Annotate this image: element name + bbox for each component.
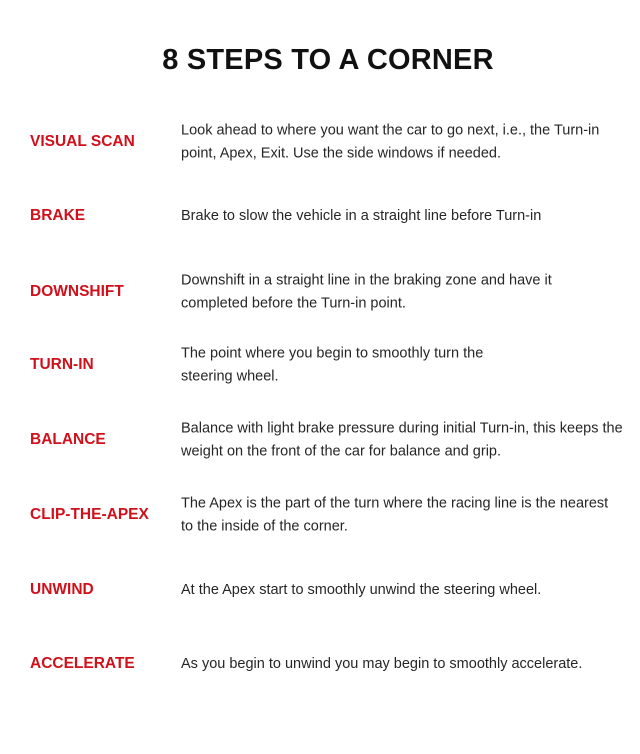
- step-name: UNWIND: [30, 581, 94, 598]
- step-name: DOWNSHIFT: [30, 283, 124, 300]
- step-name: VISUAL SCAN: [30, 133, 135, 150]
- step-clip-the-apex: [0, 485, 640, 545]
- step-brake: [0, 186, 640, 246]
- step-description: Balance with light brake pressure during initial Turn-in, this keeps the weight on the front of the car for balance and grip.: [181, 420, 623, 459]
- step-name: ACCELERATE: [30, 655, 135, 672]
- step-balance: [0, 410, 640, 470]
- step-unwind: [0, 560, 640, 620]
- step-description: At the Apex start to smoothly unwind the steering wheel.: [181, 581, 542, 598]
- step-description: Look ahead to where you want the car to go next, i.e., the Turn-in point, Apex, Exit. Use the side windows if needed.: [181, 122, 600, 161]
- page-title: 8 STEPS TO A CORNER: [162, 44, 494, 76]
- step-name: TURN-IN: [30, 356, 94, 373]
- step-name: CLIP-THE-APEX: [30, 506, 149, 523]
- step-visual-scan: [0, 112, 640, 172]
- step-description: As you begin to unwind you may begin to smoothly accelerate.: [181, 655, 583, 672]
- step-name: BRAKE: [30, 207, 86, 224]
- step-turn-in: [0, 335, 640, 395]
- step-name: BALANCE: [30, 431, 106, 448]
- step-description: Brake to slow the vehicle in a straight line before Turn-in: [181, 207, 542, 224]
- step-downshift: [0, 262, 640, 322]
- step-accelerate: [0, 634, 640, 694]
- step-description: The point where you begin to smoothly turn the steering wheel.: [181, 345, 484, 384]
- step-description: The Apex is the part of the turn where the racing line is the nearest to the inside of the corner.: [181, 495, 609, 534]
- step-description: Downshift in a straight line in the braking zone and have it completed before the Turn-in point.: [181, 272, 552, 311]
